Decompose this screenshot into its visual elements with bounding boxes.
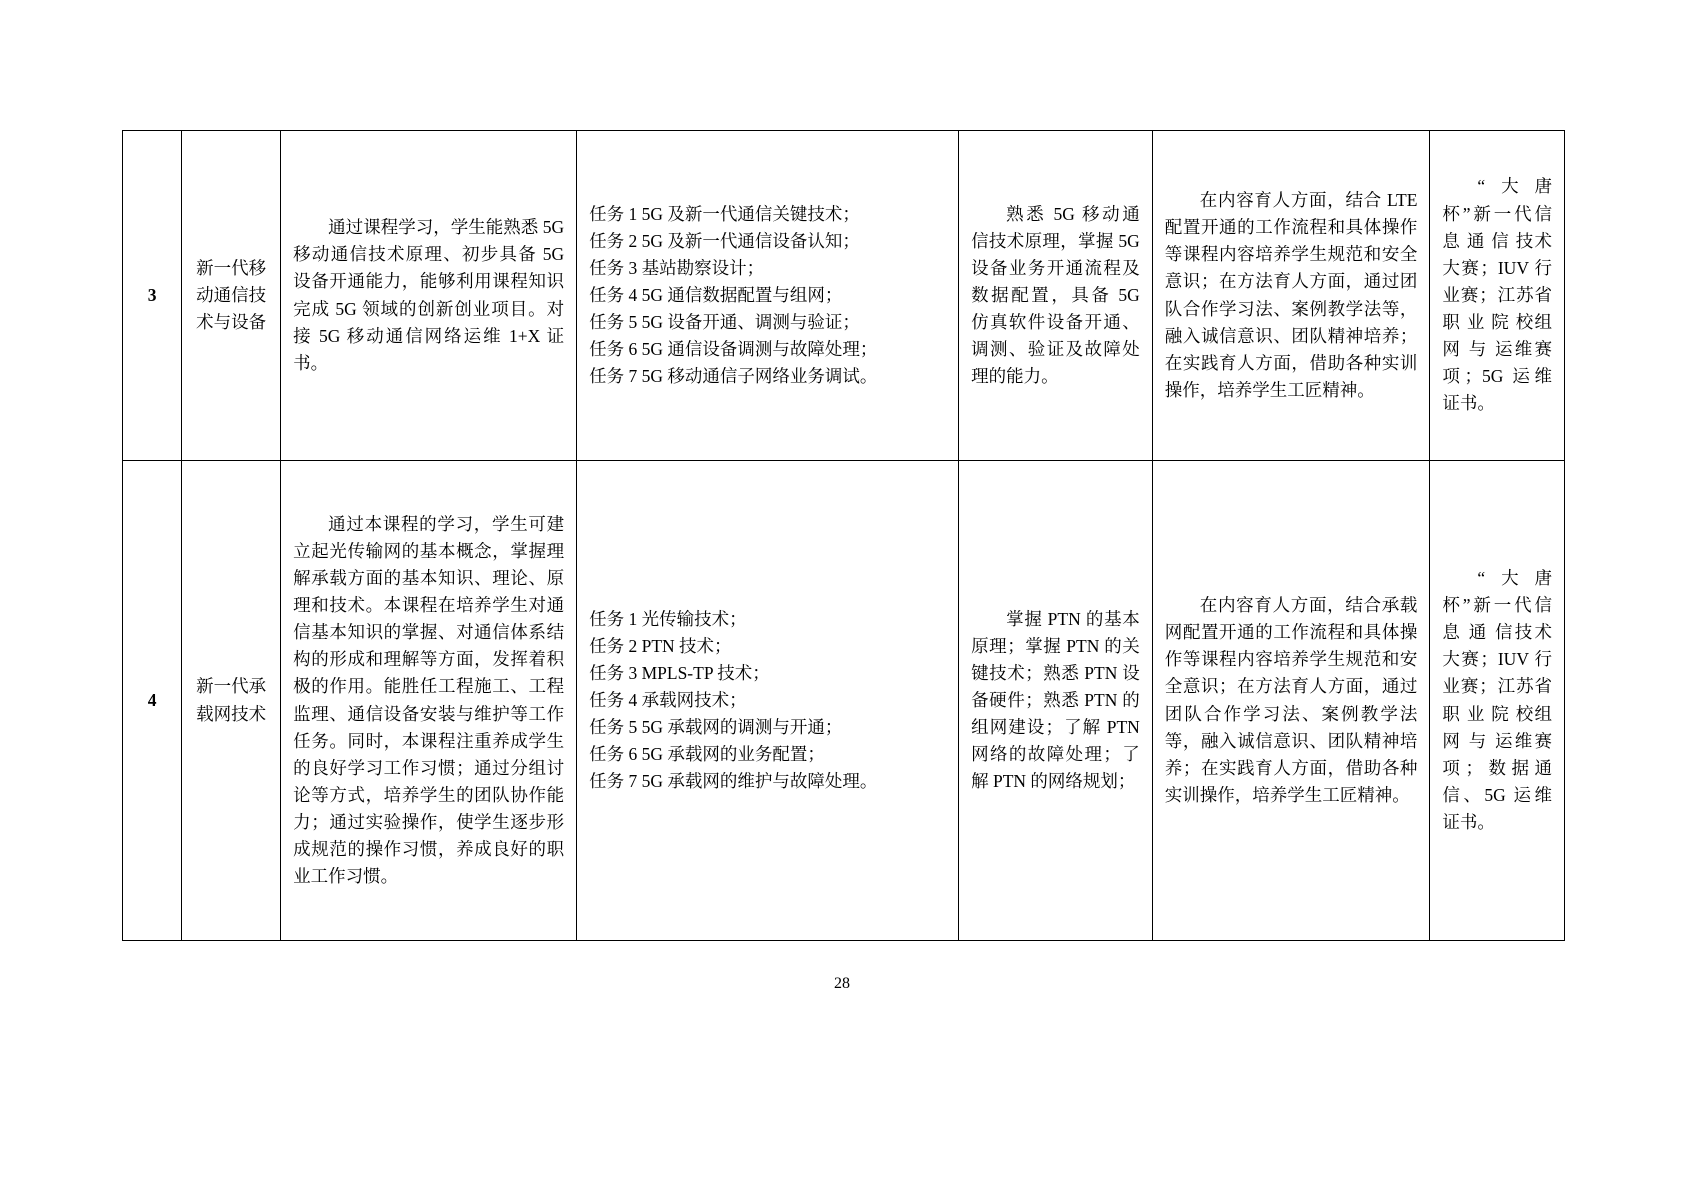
course-name: 新一代承载网技术 <box>182 461 281 941</box>
table-row <box>123 461 1565 941</box>
task-item: 任务 2 5G 及新一代通信设备认知； <box>589 230 860 251</box>
task-item: 任务 4 承载网技术； <box>589 689 747 710</box>
course-goal-text: 通过课程学习，学生能熟悉 5G 移动通信技术原理、初步具备 5G 设备开通能力，能够利用课程知识完成 5G 领域的创新创业项目。对接 5G 移动通信网络运维 1+X 证书。 <box>293 217 565 373</box>
task-list <box>589 201 946 391</box>
task-item: 任务 2 PTN 技术； <box>589 635 732 656</box>
course-certificate <box>1430 131 1565 461</box>
course-requirement <box>959 131 1153 461</box>
course-name: 新一代移动通信技术与设备 <box>182 131 281 461</box>
task-item: 任务 3 MPLS-TP 技术； <box>589 662 770 683</box>
task-item: 任务 6 5G 承载网的业务配置； <box>589 744 825 765</box>
task-item: 任务 1 光传输技术； <box>589 608 747 629</box>
course-goal <box>281 461 577 941</box>
task-item: 任务 6 5G 通信设备调测与故障处理； <box>589 339 878 360</box>
task-item: 任务 5 5G 承载网的调测与开通； <box>589 717 843 738</box>
task-item: 任务 1 5G 及新一代通信关键技术； <box>589 203 860 224</box>
task-list <box>589 606 946 796</box>
course-education <box>1152 461 1430 941</box>
course-table <box>122 130 1565 941</box>
course-education-text: 在内容育人方面，结合 LTE 配置开通的工作流程和具体操作等课程内容培养学生规范和安全意识；在方法育人方面，通过团队合作学习法、案例教学法等，融入诚信意识、团队精神培养；在实践育人方面，借助各种实训操作，培养学生工匠精神。 <box>1164 190 1418 400</box>
course-goal <box>281 131 577 461</box>
course-tasks <box>577 131 959 461</box>
course-requirement-text: 熟悉 5G 移动通信技术原理，掌握 5G 设备业务开通流程及数据配置，具备 5G 仿真软件设备开通、调测、验证及故障处理的能力。 <box>971 203 1140 387</box>
task-item: 任务 3 基站勘察设计； <box>589 257 765 278</box>
task-item: 任务 7 5G 移动通信子网络业务调试。 <box>589 366 878 387</box>
table-row <box>123 131 1565 461</box>
task-item: 任务 5 5G 设备开通、调测与验证； <box>589 312 860 333</box>
page-number: 28 <box>834 975 850 992</box>
row-number: 3 <box>123 131 182 461</box>
course-goal-text: 通过本课程的学习，学生可建立起光传输网的基本概念，掌握理解承载方面的基本知识、理论、原理和技术。本课程在培养学生对通信基本知识的掌握、对通信体系结构的形成和理解等方面，发挥着积极的作用。能胜任工程施工、工程监理、通信设备安装与维护等工作任务。同时，本课程注重养成学生的良好学习工作习惯；通过分组讨论等方式，培养学生的团队协作能力；通过实验操作，使学生逐步形成规范的操作习惯，养成良好的职业工作习惯。 <box>293 513 565 887</box>
course-education <box>1152 131 1430 461</box>
task-item: 任务 4 5G 通信数据配置与组网； <box>589 284 843 305</box>
course-requirement-text: 掌握 PTN 的基本原理；掌握 PTN 的关键技术；熟悉 PTN 设备硬件；熟悉 PTN 的组网建设；了解 PTN 网络的故障处理；了解 PTN 的网络规划； <box>971 608 1140 792</box>
course-certificate-text: “大唐杯”新一代信 息 通 信 技术大赛；IUV 行 业赛；江苏省职 业 院 校组 网 与 运维赛项；5G 运维证书。 <box>1442 176 1552 414</box>
course-requirement <box>959 461 1153 941</box>
course-education-text: 在内容育人方面，结合承载网配置开通的工作流程和具体操作等课程内容培养学生规范和安全意识；在方法育人方面，通过团队合作学习法、案例教学法等，融入诚信意识、团队精神培养；在实践育人方面，借助各种实训操作，培养学生工匠精神。 <box>1164 595 1418 805</box>
course-tasks <box>577 461 959 941</box>
course-certificate <box>1430 461 1565 941</box>
task-item: 任务 7 5G 承载网的维护与故障处理。 <box>589 771 878 792</box>
row-number: 4 <box>123 461 182 941</box>
course-certificate-text: “大唐杯”新一代信 息 通 信技术大赛；IUV 行 业赛；江苏省职 业 院 校组 网 与 运维赛项；数据通信、5G 运维证书。 <box>1442 567 1552 832</box>
